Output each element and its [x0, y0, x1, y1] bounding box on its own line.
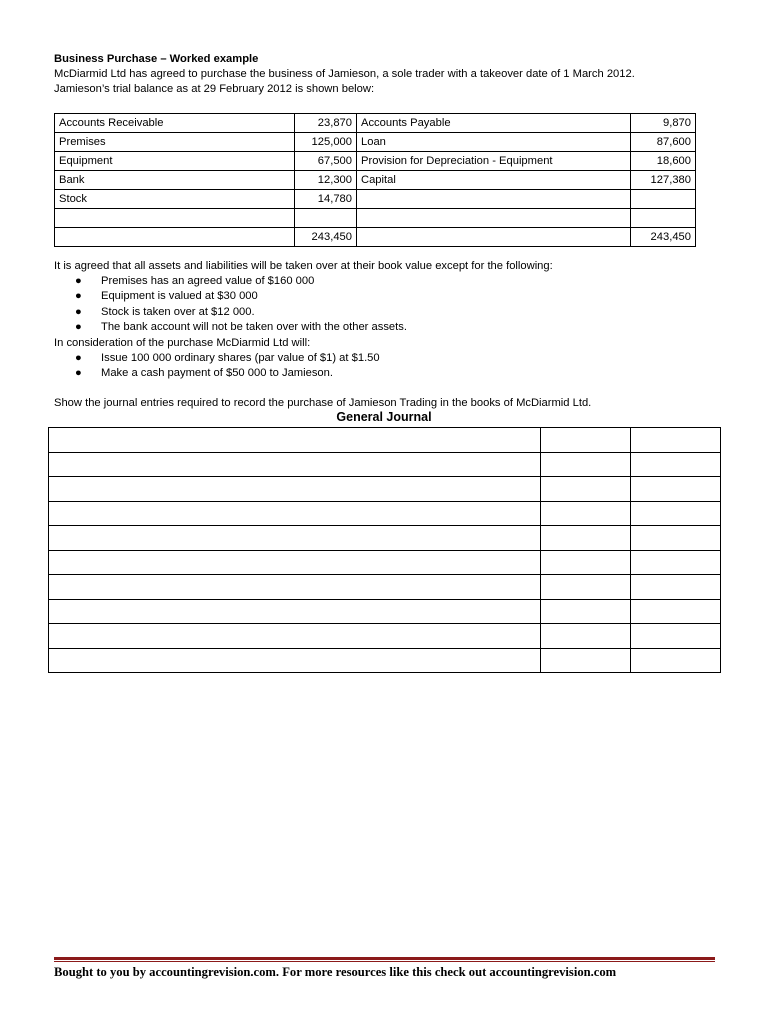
table-row: [49, 624, 721, 649]
table-row: [55, 133, 696, 152]
table-row: [55, 152, 696, 171]
table-cell: 125,000: [295, 133, 357, 152]
table-cell: Accounts Payable: [357, 114, 631, 133]
table-row: [55, 228, 696, 247]
bullet-icon: ●: [75, 275, 82, 287]
journal-cell: [49, 624, 541, 649]
table-row: [49, 575, 721, 600]
journal-cell: [541, 428, 631, 453]
table-row: [49, 428, 721, 453]
table-cell: 12,300: [295, 171, 357, 190]
list-item: ● The bank account will not be taken over with the other assets.: [54, 320, 734, 335]
table-cell: 9,870: [631, 114, 696, 133]
journal-cell: [49, 599, 541, 624]
bullet-icon: ●: [75, 290, 82, 303]
journal-cell: [541, 624, 631, 649]
list-item: ● Issue 100 000 ordinary shares (par value of $1) at $1.50: [54, 351, 734, 366]
exceptions-list: [54, 274, 734, 336]
table-cell: Accounts Receivable: [55, 114, 295, 133]
trial-balance-body: [55, 114, 696, 247]
table-row: [55, 190, 696, 209]
journal-cell: [49, 477, 541, 502]
consideration-list: [54, 351, 734, 382]
journal-cell: [541, 452, 631, 477]
list-item: ● Equipment is valued at $30 000: [54, 289, 734, 304]
footer-text: Bought to you by accountingrevision.com. For more resources like this check out accountingrevision.com: [54, 965, 617, 979]
table-cell: 14,780: [295, 190, 357, 209]
journal-cell: [631, 428, 721, 453]
table-row: [55, 171, 696, 190]
table-cell: [631, 209, 696, 228]
journal-cell: [49, 526, 541, 551]
table-cell: Equipment: [55, 152, 295, 171]
list-item: ● Make a cash payment of $50 000 to Jamieson.: [54, 366, 734, 381]
journal-cell: [49, 550, 541, 575]
journal-cell: [631, 526, 721, 551]
table-cell: 243,450: [631, 228, 696, 247]
journal-cell: [49, 648, 541, 673]
table-cell: [55, 209, 295, 228]
journal-title: General Journal: [336, 410, 432, 424]
table-row: [55, 209, 696, 228]
journal-cell: [631, 477, 721, 502]
table-cell: Capital: [357, 171, 631, 190]
table-cell: Loan: [357, 133, 631, 152]
journal-cell: [631, 452, 721, 477]
journal-cell: [631, 575, 721, 600]
list-item: ● Premises has an agreed value of $160 000: [54, 274, 734, 289]
table-row: [49, 452, 721, 477]
journal-cell: [541, 477, 631, 502]
journal-cell: [541, 648, 631, 673]
table-row: [49, 599, 721, 624]
footer-rule: [54, 957, 715, 960]
journal-cell: [541, 575, 631, 600]
journal-cell: [631, 599, 721, 624]
page-heading: Business Purchase – Worked example: [54, 53, 259, 65]
table-cell: [295, 209, 357, 228]
trial-balance-table: [54, 113, 696, 247]
journal-cell: [49, 428, 541, 453]
journal-cell: [631, 624, 721, 649]
table-cell: 243,450: [295, 228, 357, 247]
table-cell: 18,600: [631, 152, 696, 171]
footer-rule-thin: [54, 961, 715, 962]
table-cell: [357, 190, 631, 209]
table-cell: 87,600: [631, 133, 696, 152]
agreement-text: It is agreed that all assets and liabilities will be taken over at their book value except for the following:: [54, 260, 553, 272]
table-cell: [357, 228, 631, 247]
bullet-icon: ●: [75, 321, 82, 334]
journal-cell: [631, 648, 721, 673]
table-cell: [55, 228, 295, 247]
intro-line-2: Jamieson’s trial balance as at 29 February 2012 is shown below:: [54, 83, 375, 95]
table-cell: Stock: [55, 190, 295, 209]
instruction-text: Show the journal entries required to record the purchase of Jamieson Trading in the books of McDiarmid Ltd.: [54, 397, 592, 409]
table-row: [49, 477, 721, 502]
journal-cell: [541, 526, 631, 551]
table-cell: Premises: [55, 133, 295, 152]
table-cell: Provision for Depreciation - Equipment: [357, 152, 631, 171]
general-journal-table: [48, 427, 721, 673]
intro-line-1: McDiarmid Ltd has agreed to purchase the business of Jamieson, a sole trader with a takeover date of 1 March 2012.: [54, 68, 635, 80]
table-row: [49, 648, 721, 673]
journal-cell: [631, 550, 721, 575]
journal-cell: [49, 575, 541, 600]
journal-cell: [49, 501, 541, 526]
table-cell: [357, 209, 631, 228]
table-cell: [631, 190, 696, 209]
bullet-icon: ●: [75, 305, 82, 318]
bullet-icon: ●: [75, 351, 82, 364]
journal-cell: [49, 452, 541, 477]
table-cell: Bank: [55, 171, 295, 190]
conditions-section: [54, 259, 734, 381]
table-cell: 23,870: [295, 114, 357, 133]
table-cell: 127,380: [631, 171, 696, 190]
list-item: ● Stock is taken over at $12 000.: [54, 305, 734, 320]
table-row: [55, 114, 696, 133]
table-row: [49, 550, 721, 575]
table-row: [49, 526, 721, 551]
journal-cell: [541, 599, 631, 624]
table-row: [49, 501, 721, 526]
journal-cell: [541, 501, 631, 526]
journal-cell: [541, 550, 631, 575]
bullet-icon: ●: [75, 367, 82, 380]
journal-cell: [631, 501, 721, 526]
consideration-text: In consideration of the purchase McDiarmid Ltd will:: [54, 336, 311, 349]
intro-section: [54, 52, 734, 97]
table-cell: 67,500: [295, 152, 357, 171]
general-journal-body: [49, 428, 721, 673]
